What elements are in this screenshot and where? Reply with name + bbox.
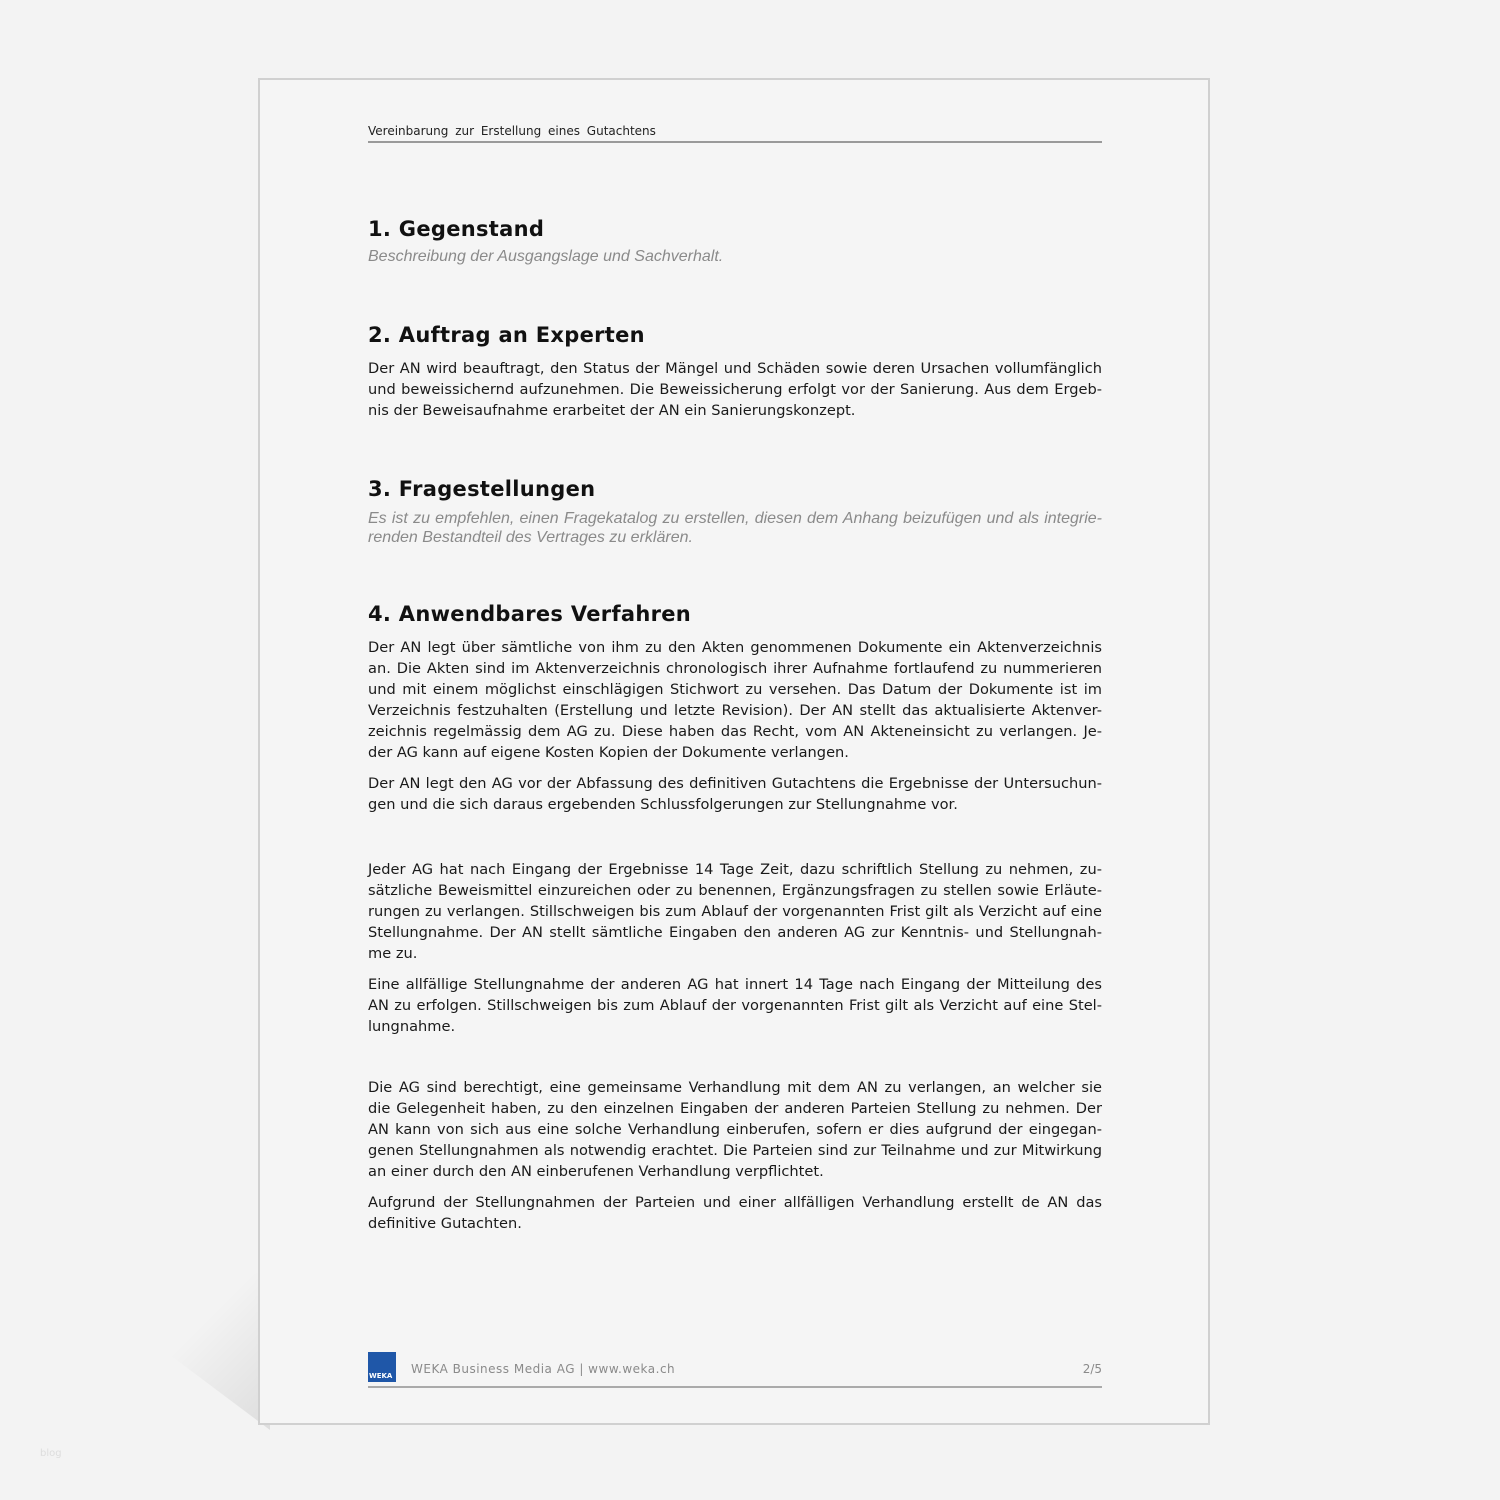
- text-line: an. Die Akten sind im Aktenverzeichnis chronologisch ihrer Aufnahme fortlaufend zu nummerieren: [368, 660, 1102, 677]
- text-line: nis der Beweisaufnahme erarbeitet der AN ein Sanierungskonzept.: [368, 402, 856, 419]
- text-line: die Gelegenheit haben, zu den einzelnen Eingaben der anderen Parteien Stellung zu nehmen. Der: [368, 1100, 1102, 1117]
- text-line: Beschreibung der Ausgangslage und Sachverhalt.: [368, 248, 724, 265]
- watermark: blog: [40, 1448, 62, 1459]
- section-heading: 2. Auftrag an Experten: [368, 323, 645, 347]
- weka-logo: WEKA: [368, 1352, 396, 1382]
- text-line: gen und die sich daraus ergebenden Schlussfolgerungen zur Stellungnahme vor.: [368, 796, 958, 813]
- text-line: Stellungnahme. Der AN stellt sämtliche Eingaben den anderen AG zur Kenntnis- und Stellungnah-: [368, 924, 1102, 941]
- page-number: 2/5: [1082, 1362, 1102, 1376]
- footer: [368, 1350, 1102, 1388]
- paragraph: [368, 509, 1102, 547]
- paragraph: [368, 773, 1102, 815]
- text-line: rungen zu verlangen. Stillschweigen bis zum Ablauf der vorgenannten Frist gilt als Verzicht auf eine: [368, 903, 1102, 920]
- text-line: Jeder AG hat nach Eingang der Ergebnisse 14 Tage Zeit, dazu schriftlich Stellung zu nehmen, zu-: [368, 861, 1102, 878]
- text-line: der AG kann auf eigene Kosten Kopien der Dokumente verlangen.: [368, 744, 849, 761]
- section: [368, 323, 1102, 431]
- paragraph: [368, 247, 1102, 266]
- text-line: und mit einem möglichst einschlägigen Stichwort zu versehen. Das Datum der Dokumente ist im: [368, 681, 1102, 698]
- section-heading: 3. Fragestellungen: [368, 477, 596, 501]
- text-line: renden Bestandteil des Vertrages zu erklären.: [368, 529, 693, 546]
- text-line: Der AN legt den AG vor der Abfassung des definitiven Gutachtens die Ergebnisse der Untersuchun-: [368, 775, 1102, 792]
- paragraph: [368, 358, 1102, 421]
- text-line: AN kann von sich aus eine solche Verhandlung einberufen, sofern er dies aufgrund der eingegan-: [368, 1121, 1102, 1138]
- text-line: me zu.: [368, 945, 418, 962]
- text-line: an einer durch den AN einberufenen Verhandlung verpflichtet.: [368, 1163, 824, 1180]
- text-line: Die AG sind berechtigt, eine gemeinsame Verhandlung mit dem AN zu verlangen, an welcher sie: [368, 1079, 1102, 1096]
- text-line: Der AN wird beauftragt, den Status der Mängel und Schäden sowie deren Ursachen vollumfänglich: [368, 360, 1102, 377]
- paragraph: [368, 637, 1102, 763]
- paragraph: [368, 859, 1102, 964]
- text-line: Der AN legt über sämtliche von ihm zu den Akten genommenen Dokumente ein Aktenverzeichnis: [368, 639, 1102, 656]
- text-line: Verzeichnis festzuhalten (Erstellung und letzte Revision). Der AN stellt das aktualisierte Aktenver-: [368, 702, 1102, 719]
- page-shadow: [110, 1270, 270, 1430]
- section: [368, 217, 1102, 276]
- text-line: zeichnis regelmässig dem AG zu. Diese haben das Recht, vom AN Akteneinsicht zu verlangen. Je-: [368, 723, 1102, 740]
- text-line: lungnahme.: [368, 1018, 456, 1035]
- text-line: Eine allfällige Stellungnahme der anderen AG hat innert 14 Tage nach Eingang der Mitteilung des: [368, 976, 1102, 993]
- footer-text: WEKA Business Media AG | www.weka.ch: [411, 1362, 676, 1376]
- section-heading: 4. Anwendbares Verfahren: [368, 602, 692, 626]
- running-header: Vereinbarung zur Erstellung eines Gutachtens: [368, 124, 1102, 143]
- paragraph: [368, 974, 1102, 1037]
- paragraph: [368, 1077, 1102, 1182]
- section: [368, 477, 1102, 557]
- text-line: sätzliche Beweismittel einzureichen oder zu benennen, Ergänzungsfragen zu stellen sowie Erläute-: [368, 882, 1102, 899]
- paragraph: [368, 1192, 1102, 1234]
- text-line: Es ist zu empfehlen, einen Fragekatalog zu erstellen, diesen dem Anhang beizufügen und als integrie-: [368, 510, 1102, 527]
- text-line: AN zu erfolgen. Stillschweigen bis zum Ablauf der vorgenannten Frist gilt als Verzicht auf eine Stel-: [368, 997, 1102, 1014]
- text-block: [368, 859, 1102, 1047]
- text-line: Aufgrund der Stellungnahmen der Parteien und einer allfälligen Verhandlung erstellt de AN das: [368, 1194, 1102, 1211]
- section: [368, 602, 1102, 825]
- section-heading: 1. Gegenstand: [368, 217, 545, 241]
- text-line: und beweissichernd aufzunehmen. Die Beweissicherung erfolgt vor der Sanierung. Aus dem Ergeb-: [368, 381, 1102, 398]
- text-line: genen Stellungnahmen als notwendig erachtet. Die Parteien sind zur Teilnahme und zur Mitwirkung: [368, 1142, 1102, 1159]
- document-page: [258, 78, 1210, 1425]
- text-line: definitive Gutachten.: [368, 1215, 522, 1232]
- text-block: [368, 1077, 1102, 1244]
